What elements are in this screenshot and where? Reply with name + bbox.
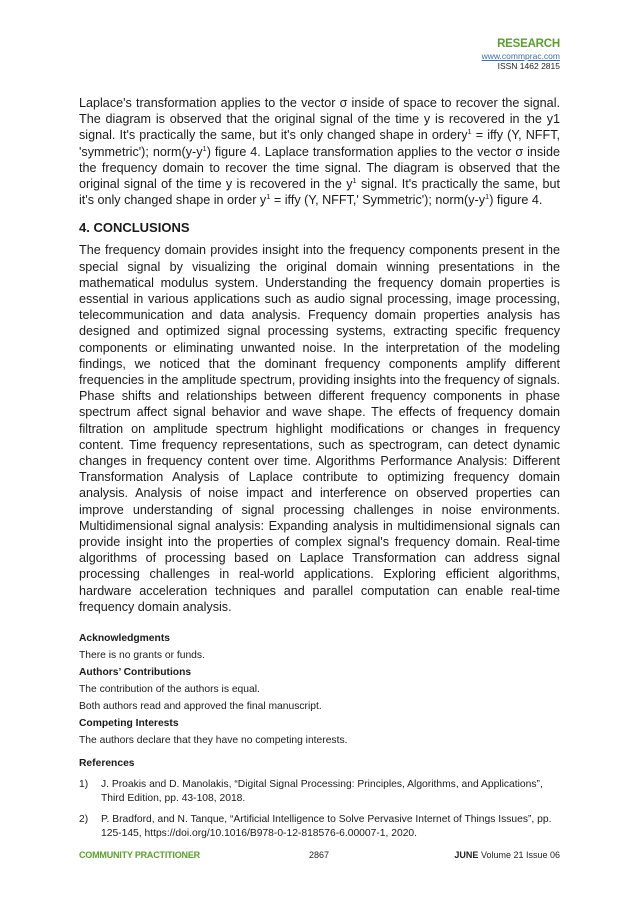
competing-interests-heading: Competing Interests bbox=[79, 718, 179, 730]
journal-url-link[interactable]: www.commprac.com bbox=[481, 51, 560, 61]
contributions-line-1: The contribution of the authors is equal. bbox=[79, 684, 260, 696]
reference-number: 2) bbox=[79, 814, 89, 826]
conclusions-paragraph: The frequency domain provides insight into the frequency components present in the special signal by visualizing the original domain winning presentations in the mathematical modulus system. Understanding the frequency domain properties is essential in various applications such as audio signal processing, image processing, telecommunication and data analysis. Frequency domain properties analysis has designed and optimized signal processing systems, extracting specific frequency components or eliminating unwanted noise. In the interpretation of the modeling findings, we noticed that the dominant frequency components amplify different frequencies in the amplitude spectrum, providing insights into the frequency of signals. Phase shifts and relationships between different frequency components in phase spectrum affect signal behavior and wave shape. The effects of frequency domain filtration on amplitude spectrum highlight modifications or changes in frequency content. Time frequency representations, such as spectrogram, can detect dynamic changes in frequency content over time. Algorithms Performance Analysis: Different Transformation Analysis of Laplace contribute to optimizing frequency domain analysis. Analysis of noise impact and interference on observed properties can improve understanding of signal processing challenges in noise environments. Multidimensional signal analysis: Expanding analysis in multidimensional signals can provide insight into the properties of complex signal's frequency domain. Real-time algorithms of processing based on Laplace Transformation can address signal processing challenges in real-world applications. Exploring efficient algorithms, hardware acceleration techniques and parallel computation can enable real-time frequency domain analysis. bbox=[79, 243, 560, 614]
reference-number: 1) bbox=[79, 779, 89, 791]
acknowledgments-heading: Acknowledgments bbox=[79, 633, 170, 645]
acknowledgments-text: There is no grants or funds. bbox=[79, 650, 205, 662]
journal-section-label: RESEARCH bbox=[497, 38, 560, 50]
contributions-heading: Authors’ Contributions bbox=[79, 667, 192, 679]
reference-text: J. Proakis and D. Manolakis, “Digital Signal Processing: Principles, Algorithms, and Applications”, Third Edition, pp. 43-108, 2018. bbox=[101, 779, 543, 805]
reference-item bbox=[79, 778, 560, 806]
page-header bbox=[482, 38, 560, 71]
competing-interests-text: The authors declare that they have no competing interests. bbox=[79, 735, 348, 747]
issn-label: ISSN 1462 2815 bbox=[497, 61, 560, 71]
issue-info: JUNE Volume 21 Issue 06 bbox=[454, 850, 560, 860]
references-heading: References bbox=[79, 758, 135, 770]
article-body bbox=[79, 95, 560, 848]
page-number: 2867 bbox=[309, 850, 330, 860]
reference-text: P. Bradford, and N. Tanque, “Artificial Intelligence to Solve Pervasive Internet of Things Issues”, pp. 125-145, https://doi.org/10.1016/B978-0-12-818576-6.00007-1, 2020. bbox=[101, 814, 552, 840]
journal-name: COMMUNITY PRACTITIONER bbox=[79, 850, 200, 860]
conclusions-heading: 4. CONCLUSIONS bbox=[79, 220, 190, 236]
reference-item bbox=[79, 813, 560, 841]
intro-paragraph: Laplace's transformation applies to the vector σ inside of space to recover the signal. The diagram is observed that the original signal of the time y is recovered in the y1 signal. It's practically the same, but it's only changed shape in ordery$^1$ = iffy (Y, NFFT, 'symmetric'); $norm(y-y^1)$ figure 4. Laplace transformation applies to the vector σ inside the frequency domain to recover the time signal. The diagram is observed that the original signal of the time y is recovered in the $y^1$ signal. It's practically the same, but it's only changed shape in order $y^1$ = iffy (Y, NFFT,' Symmetric'); $norm(y-y^1)$ figure 4. bbox=[79, 96, 560, 208]
references-section bbox=[79, 758, 560, 841]
contributions-line-2: Both authors read and approved the final manuscript. bbox=[79, 701, 322, 713]
